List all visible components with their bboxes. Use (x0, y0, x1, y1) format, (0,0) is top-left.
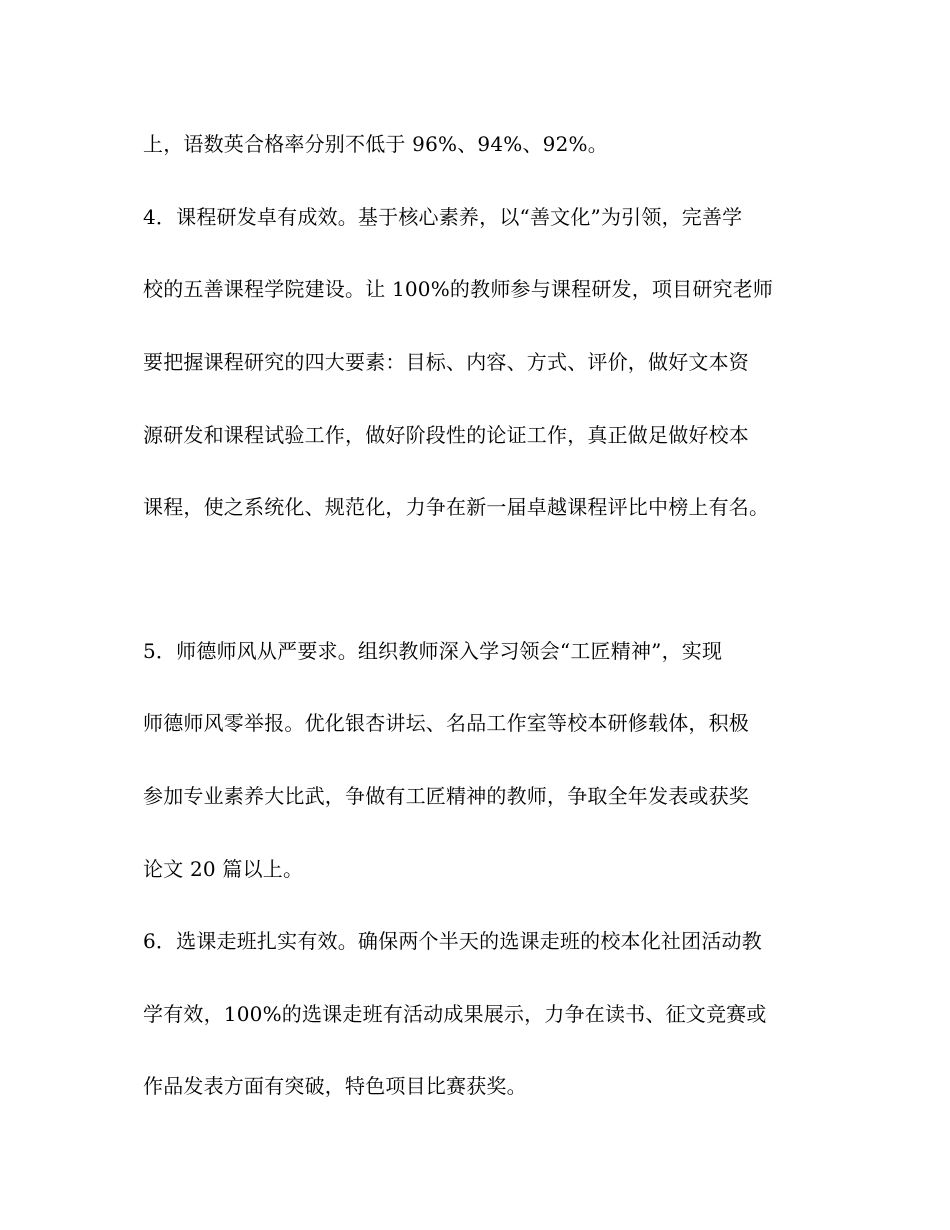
text-line: 5．师德师风从严要求。组织教师深入学习领会“工匠精神”，实现 (143, 639, 723, 663)
text-line: 4．课程研发卓有成效。基于核心素养，以“善文化”为引领，完善学 (143, 205, 743, 229)
text-line: 学有效，100%的选课走班有活动成果展示，力争在读书、征文竞赛或 (143, 1002, 767, 1026)
text-line: 源研发和课程试验工作，做好阶段性的论证工作，真正做足做好校本 (143, 423, 749, 447)
text-line: 课程，使之系统化、规范化，力争在新一届卓越课程评比中榜上有名。 (143, 495, 770, 519)
text-line: 上，语数英合格率分别不低于 96%、94%、92%。 (143, 132, 608, 156)
text-line: 论文 20 篇以上。 (143, 857, 304, 881)
text-line: 6．选课走班扎实有效。确保两个半天的选课走班的校本化社团活动教 (143, 929, 762, 953)
text-line: 要把握课程研究的四大要素：目标、内容、方式、评价，做好文本资 (143, 350, 749, 374)
text-line: 参加专业素养大比武，争做有工匠精神的教师，争取全年发表或获奖 (143, 784, 749, 808)
text-line: 师德师风零举报。优化银杏讲坛、名品工作室等校本研修载体，积极 (143, 711, 749, 735)
text-line: 作品发表方面有突破，特色项目比赛获奖。 (143, 1074, 527, 1098)
text-line: 校的五善课程学院建设。让 100%的教师参与课程研发，项目研究老师 (143, 277, 774, 301)
